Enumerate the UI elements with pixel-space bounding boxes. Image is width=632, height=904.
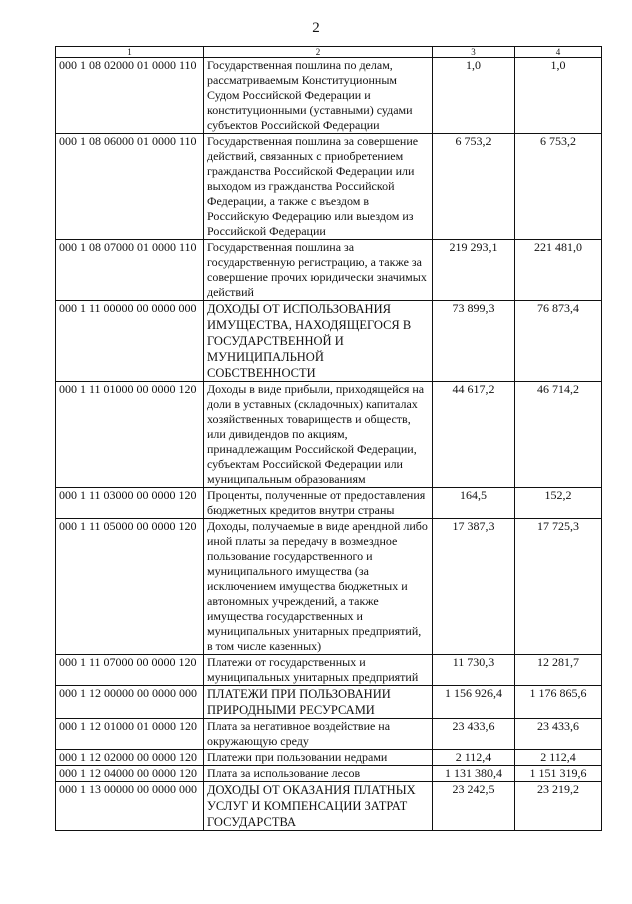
column-number: 1 — [56, 47, 204, 58]
value-col3-cell: 6 753,2 — [433, 134, 515, 240]
revenue-name-cell: ПЛАТЕЖИ ПРИ ПОЛЬЗОВАНИИ ПРИРОДНЫМИ РЕСУРСАМИ — [204, 686, 433, 719]
revenue-name-cell: Плата за использование лесов — [204, 766, 433, 782]
value-col4-cell: 17 725,3 — [515, 519, 602, 655]
budget-code-cell: 000 1 11 05000 00 0000 120 — [56, 519, 204, 655]
budget-code-cell: 000 1 11 00000 00 0000 000 — [56, 301, 204, 382]
column-number-row — [56, 47, 602, 58]
revenue-name-cell: ДОХОДЫ ОТ ИСПОЛЬЗОВАНИЯ ИМУЩЕСТВА, НАХОДЯЩЕГОСЯ В ГОСУДАРСТВЕННОЙ И МУНИЦИПАЛЬНОЙ СОБСТВЕННОСТИ — [204, 301, 433, 382]
value-col4-cell: 12 281,7 — [515, 655, 602, 686]
value-col4-cell: 2 112,4 — [515, 750, 602, 766]
revenue-name-cell: ДОХОДЫ ОТ ОКАЗАНИЯ ПЛАТНЫХ УСЛУГ И КОМПЕНСАЦИИ ЗАТРАТ ГОСУДАРСТВА — [204, 782, 433, 831]
revenue-name-cell: Государственная пошлина за государственную регистрацию, а также за совершение прочих юридически значимых действий — [204, 240, 433, 301]
table-row — [56, 782, 602, 831]
table-row — [56, 301, 602, 382]
value-col4-cell: 6 753,2 — [515, 134, 602, 240]
table-row — [56, 655, 602, 686]
revenue-name-cell: Государственная пошлина за совершение действий, связанных с приобретением гражданства Российской Федерации или выходом из гражданства Российской Федерации, а также с въездом в Российскую Федерацию или выездом из Российской Федерации — [204, 134, 433, 240]
table-row — [56, 488, 602, 519]
table-row — [56, 750, 602, 766]
value-col4-cell: 152,2 — [515, 488, 602, 519]
value-col3-cell: 1 156 926,4 — [433, 686, 515, 719]
budget-code-cell: 000 1 11 07000 00 0000 120 — [56, 655, 204, 686]
table-row — [56, 134, 602, 240]
budget-code-cell: 000 1 11 01000 00 0000 120 — [56, 382, 204, 488]
revenue-name-cell: Проценты, полученные от предоставления бюджетных кредитов внутри страны — [204, 488, 433, 519]
value-col4-cell: 23 433,6 — [515, 719, 602, 750]
value-col4-cell: 76 873,4 — [515, 301, 602, 382]
table-row — [56, 240, 602, 301]
value-col3-cell: 23 433,6 — [433, 719, 515, 750]
revenue-name-cell: Доходы в виде прибыли, приходящейся на доли в уставных (складочных) капиталах хозяйственных товариществ и обществ, или дивидендов по акциям, принадлежащим Российской Федерации, субъектам Российской Федерации или муниципальным образованиям — [204, 382, 433, 488]
column-number: 2 — [204, 47, 433, 58]
value-col3-cell: 44 617,2 — [433, 382, 515, 488]
column-number: 3 — [433, 47, 515, 58]
budget-code-cell: 000 1 12 02000 00 0000 120 — [56, 750, 204, 766]
value-col3-cell: 2 112,4 — [433, 750, 515, 766]
table-row — [56, 766, 602, 782]
budget-code-cell: 000 1 12 01000 01 0000 120 — [56, 719, 204, 750]
value-col4-cell: 221 481,0 — [515, 240, 602, 301]
budget-code-cell: 000 1 12 00000 00 0000 000 — [56, 686, 204, 719]
value-col3-cell: 73 899,3 — [433, 301, 515, 382]
budget-code-cell: 000 1 08 07000 01 0000 110 — [56, 240, 204, 301]
revenue-name-cell: Платежи от государственных и муниципальных унитарных предприятий — [204, 655, 433, 686]
page-number: 2 — [312, 20, 320, 36]
value-col3-cell: 164,5 — [433, 488, 515, 519]
table-row — [56, 58, 602, 134]
budget-code-cell: 000 1 13 00000 00 0000 000 — [56, 782, 204, 831]
budget-code-cell: 000 1 11 03000 00 0000 120 — [56, 488, 204, 519]
value-col3-cell: 17 387,3 — [433, 519, 515, 655]
budget-code-cell: 000 1 12 04000 00 0000 120 — [56, 766, 204, 782]
revenue-name-cell: Доходы, получаемые в виде арендной либо иной платы за передачу в возмездное пользование государственного и муниципального имущества (за исключением имущества бюджетных и автономных учреждений, а также имущества государственных и муниципальных унитарных предприятий, в том числе казенных) — [204, 519, 433, 655]
value-col3-cell: 1,0 — [433, 58, 515, 134]
budget-code-cell: 000 1 08 06000 01 0000 110 — [56, 134, 204, 240]
column-number: 4 — [515, 47, 602, 58]
table-row — [56, 519, 602, 655]
value-col3-cell: 1 131 380,4 — [433, 766, 515, 782]
table-row — [56, 686, 602, 719]
revenue-name-cell: Плата за негативное воздействие на окружающую среду — [204, 719, 433, 750]
table-row — [56, 719, 602, 750]
value-col4-cell: 1 176 865,6 — [515, 686, 602, 719]
revenue-name-cell: Государственная пошлина по делам, рассматриваемым Конституционным Судом Российской Федерации и конституционными (уставными) судами субъектов Российской Федерации — [204, 58, 433, 134]
table-row — [56, 382, 602, 488]
value-col3-cell: 11 730,3 — [433, 655, 515, 686]
revenue-name-cell: Платежи при пользовании недрами — [204, 750, 433, 766]
value-col4-cell: 1 151 319,6 — [515, 766, 602, 782]
value-col3-cell: 23 242,5 — [433, 782, 515, 831]
budget-code-cell: 000 1 08 02000 01 0000 110 — [56, 58, 204, 134]
revenue-table — [55, 46, 602, 831]
value-col3-cell: 219 293,1 — [433, 240, 515, 301]
value-col4-cell: 23 219,2 — [515, 782, 602, 831]
value-col4-cell: 46 714,2 — [515, 382, 602, 488]
value-col4-cell: 1,0 — [515, 58, 602, 134]
